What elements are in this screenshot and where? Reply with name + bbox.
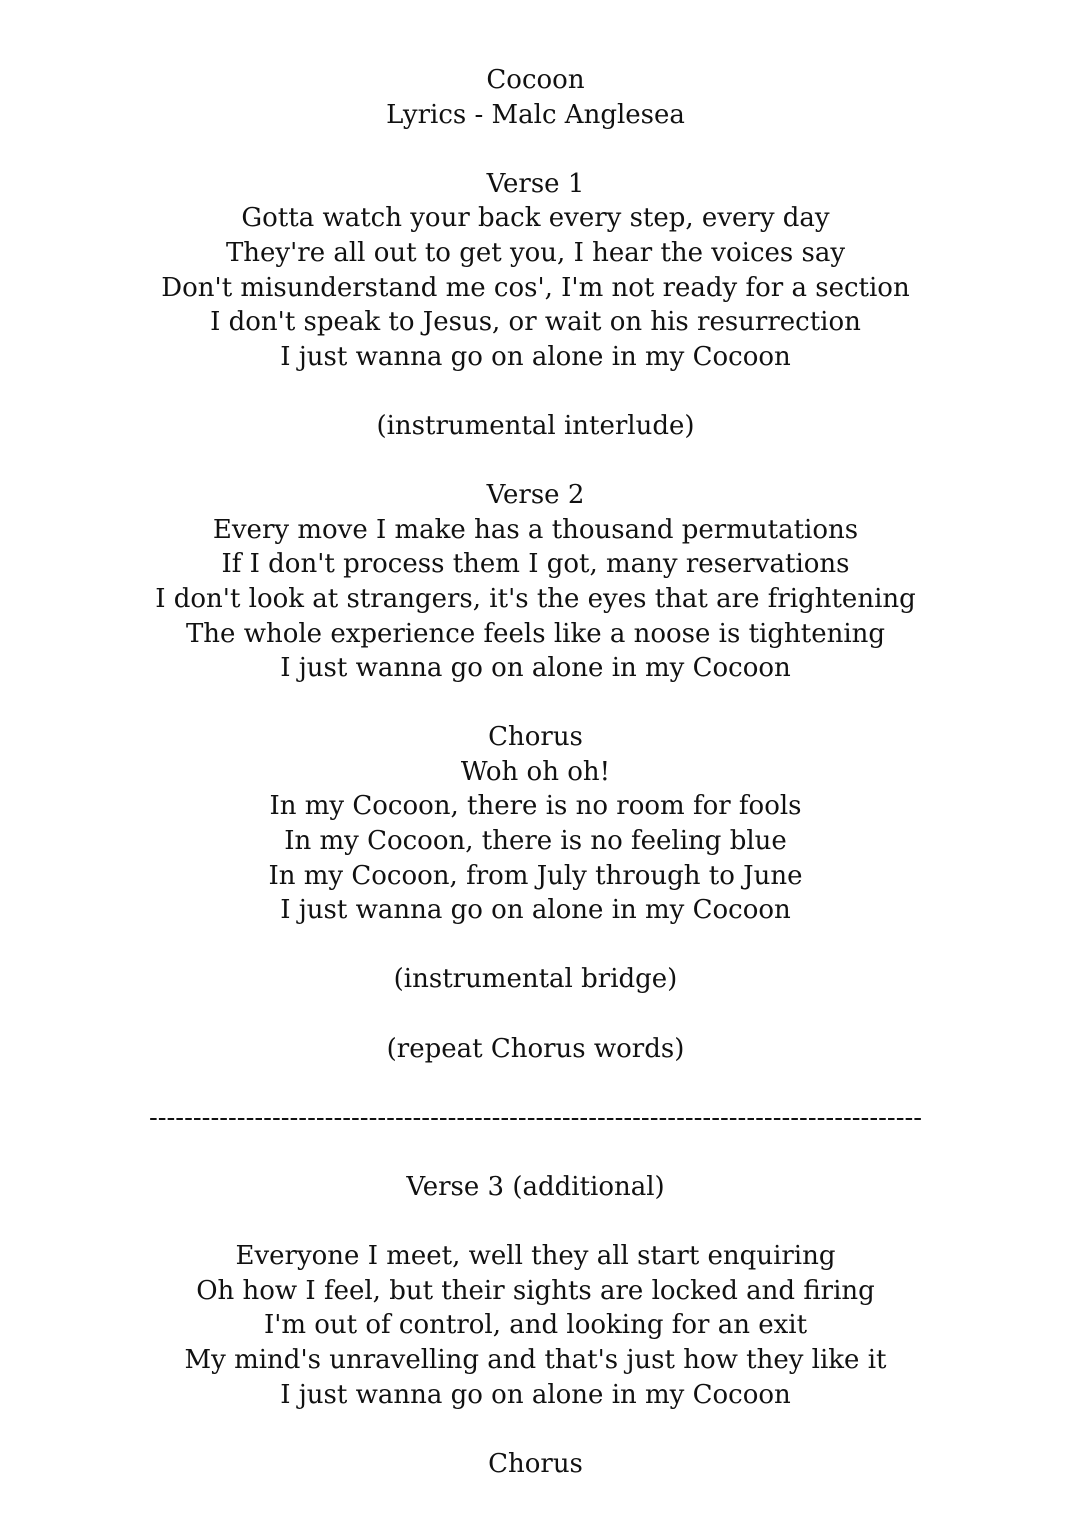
lyrics-byline: Lyrics - Malc Anglesea: [386, 99, 685, 130]
chorus-line: I just wanna go on alone in my Cocoon: [280, 895, 791, 926]
spacer: [0, 1205, 1071, 1240]
verse-2: [0, 478, 1071, 686]
verse-1-line: Don't misunderstand me cos', I'm not ready for a section: [161, 272, 910, 303]
verse-1: [0, 167, 1071, 375]
chorus-line: Woh oh oh!: [460, 756, 611, 787]
spacer: [0, 132, 1071, 167]
verse-1-line: They're all out to get you, I hear the voices say: [225, 237, 846, 268]
verse-3-line: Everyone I meet, well they all start enquiring: [235, 1241, 836, 1272]
lyrics-page: [0, 63, 1071, 1481]
verse-3-line: I'm out of control, and looking for an exit: [263, 1310, 808, 1341]
spacer: [0, 997, 1071, 1032]
verse-3: [0, 1170, 1071, 1412]
chorus-line: In my Cocoon, there is no room for fools: [269, 791, 802, 822]
verse-2-line: If I don't process them I got, many reservations: [221, 549, 850, 580]
verse-3-heading: Verse 3 (additional): [406, 1172, 665, 1202]
chorus-heading: Chorus: [488, 722, 583, 753]
spacer: [0, 444, 1071, 479]
verse-2-line: I don't look at strangers, it's the eyes that are frightening: [155, 583, 916, 614]
spacer: [0, 1412, 1071, 1447]
repeat-chorus-note: (repeat Chorus words): [386, 1033, 685, 1064]
spacer: [0, 928, 1071, 963]
spacer: [0, 374, 1071, 409]
chorus: [0, 720, 1071, 928]
verse-2-line: Every move I make has a thousand permutations: [212, 514, 859, 545]
verse-3-line: My mind's unravelling and that's just how they like it: [184, 1344, 887, 1375]
section-divider: ----------------------------------------------------------------------------------------: [148, 1102, 923, 1133]
verse-1-line: I don't speak to Jesus, or wait on his resurrection: [210, 307, 861, 338]
verse-2-heading: Verse 2: [486, 480, 585, 511]
verse-1-heading: Verse 1: [486, 168, 585, 199]
verse-1-line: Gotta watch your back every step, every day: [241, 203, 830, 234]
spacer: [0, 1135, 1071, 1170]
instrumental-interlude: (instrumental interlude): [376, 410, 695, 441]
instrumental-bridge: (instrumental bridge): [393, 964, 678, 995]
verse-2-line: I just wanna go on alone in my Cocoon: [280, 653, 791, 684]
spacer: [0, 686, 1071, 721]
chorus-line: In my Cocoon, there is no feeling blue: [284, 826, 787, 857]
verse-2-line: The whole experience feels like a noose is tightening: [185, 618, 886, 649]
verse-3-line: I just wanna go on alone in my Cocoon: [280, 1379, 791, 1410]
verse-3-line: Oh how I feel, but their sights are locked and firing: [196, 1275, 875, 1306]
spacer: [0, 1066, 1071, 1101]
final-chorus-heading: Chorus: [488, 1448, 583, 1479]
chorus-line: In my Cocoon, from July through to June: [268, 860, 803, 891]
verse-1-line: I just wanna go on alone in my Cocoon: [280, 341, 791, 372]
song-title: Cocoon: [486, 65, 585, 95]
